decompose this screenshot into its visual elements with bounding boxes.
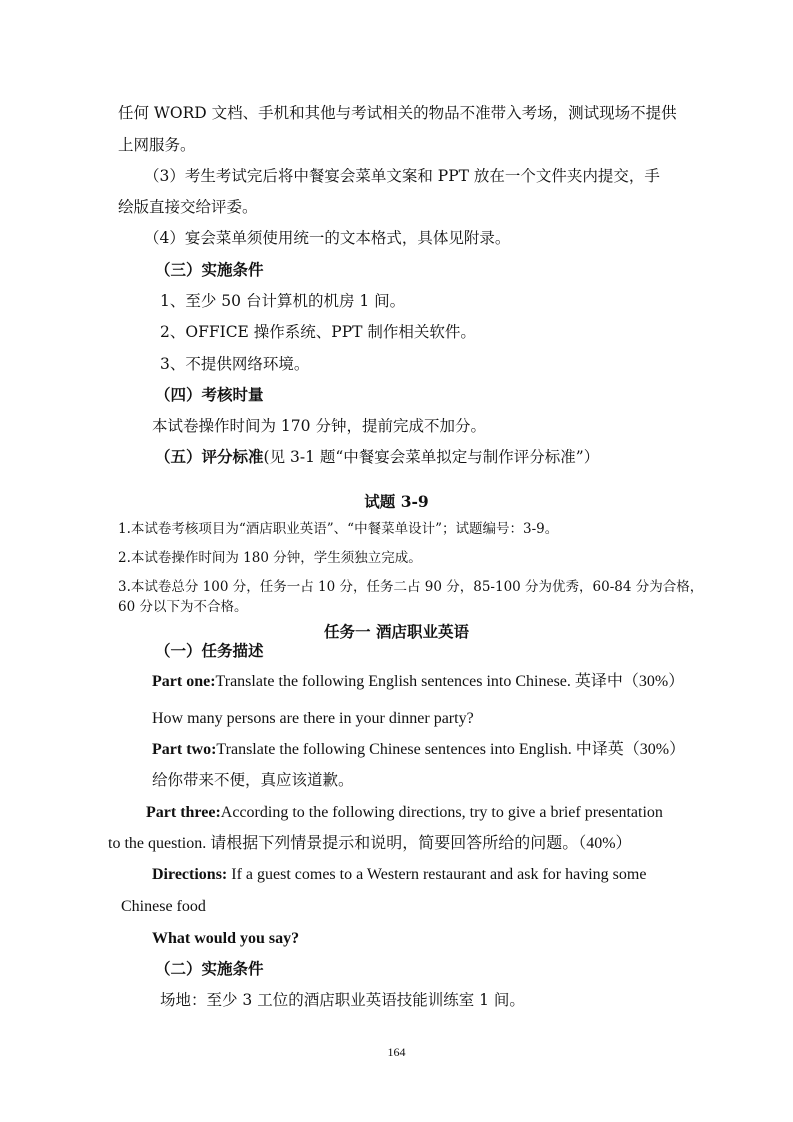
directions-text: If a guest comes to a Western restaurant and ask for having some: [227, 866, 647, 883]
intro-line-1: 任何 WORD 文档、手机和其他与考试相关的物品不准带入考场，测试现场不提供: [118, 104, 677, 122]
section3-heading: （三）实施条件: [155, 260, 264, 279]
part2-label: Part two:: [152, 741, 217, 758]
part3-line: [146, 803, 663, 823]
directions-label: Directions:: [152, 866, 228, 883]
exam-note-4: 60 分以下为不合格。: [118, 599, 248, 615]
directions-line: [152, 865, 646, 885]
exam-title: 试题 3-9: [364, 492, 429, 511]
section5-heading: （五）评分标准: [155, 447, 264, 466]
page-number: 164: [387, 1045, 406, 1059]
part1-text: Translate the following English sentences into Chinese. 英译中（30%）: [215, 673, 685, 690]
part1-label: Part one:: [152, 673, 216, 690]
part1-line: [152, 672, 684, 692]
item3-line-2: 绘版直接交给评委。: [118, 198, 258, 216]
task1-cond-text: 场地：至少 3 工位的酒店职业英语技能训练室 1 间。: [160, 991, 525, 1009]
section3-item-3: 3、不提供网络环境。: [160, 355, 310, 373]
section3-item-2: 2、OFFICE 操作系统、PPT 制作相关软件。: [160, 323, 476, 341]
intro-line-2: 上网服务。: [118, 136, 196, 154]
part3-label: Part three:: [146, 804, 221, 821]
task1-title: 任务一 酒店职业英语: [324, 622, 469, 641]
part3-text: According to the following directions, try to give a brief presentation: [220, 804, 663, 821]
task1-question: What would you say?: [152, 930, 300, 947]
part2-line: [152, 740, 685, 760]
section4-heading: （四）考核时量: [155, 385, 264, 404]
exam-note-3: 3.本试卷总分 100 分，任务一占 10 分，任务二占 90 分，85-100 分为优秀，60-84 分为合格，: [118, 579, 704, 595]
section4-text: 本试卷操作时间为 170 分钟，提前完成不加分。: [152, 417, 486, 435]
directions-line-2: Chinese food: [121, 898, 206, 915]
item3-line-1: （3）考生考试完后将中餐宴会菜单文案和 PPT 放在一个文件夹内提交，手: [144, 167, 660, 185]
part3-line-2: to the question. 请根据下列情景提示和说明，简要回答所给的问题。（40%）: [108, 835, 632, 852]
part1-question: How many persons are there in your dinner party?: [152, 710, 474, 727]
task1-desc-heading: （一）任务描述: [155, 641, 264, 660]
exam-note-1: 1.本试卷考核项目为“酒店职业英语”、“中餐菜单设计”；试题编号：3-9。: [118, 521, 559, 537]
part2-text: Translate the following Chinese sentences into English. 中译英（30%）: [216, 741, 686, 758]
section5-text: (见 3-1 题“中餐宴会菜单拟定与制作评分标准”）: [263, 448, 600, 466]
task1-cond-heading: （二）实施条件: [155, 959, 264, 978]
exam-note-2: 2.本试卷操作时间为 180 分钟，学生须独立完成。: [118, 550, 422, 566]
item4-text: （4）宴会菜单须使用统一的文本格式，具体见附录。: [144, 229, 511, 247]
section3-item-1: 1、至少 50 台计算机的机房 1 间。: [160, 292, 406, 310]
section5-line: [155, 447, 599, 467]
part2-question: 给你带来不便，真应该道歉。: [152, 771, 354, 789]
